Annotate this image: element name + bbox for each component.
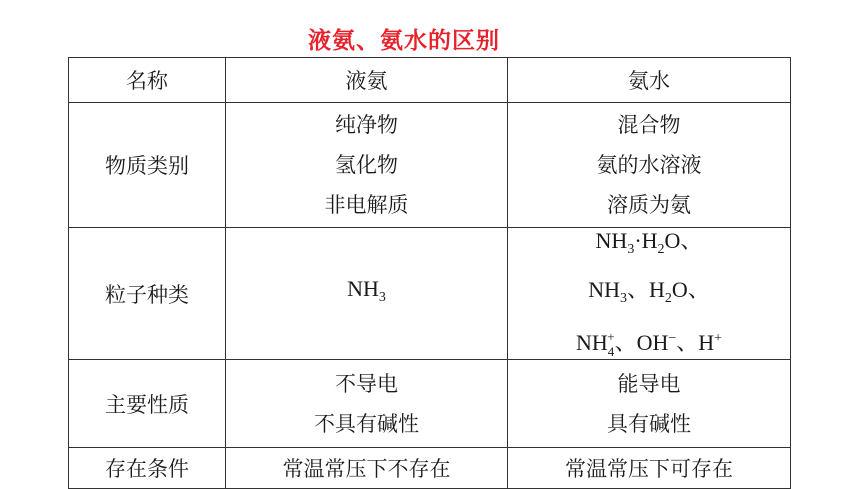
cell-ammonia-water [508,228,791,360]
cell-line: 不具有碱性 [314,411,419,436]
table-row [69,448,791,489]
formula-nh3-and-h2o: $NH_3$、$H_2O$、 [588,277,710,306]
formula-nh3: $NH_3$ [347,276,386,305]
cell-line: 混合物 [617,113,681,137]
cell-ammonia-water [508,360,791,448]
cell-line: 不导电 [335,371,398,396]
cell-liquid-ammonia [226,103,508,228]
cell-ammonia-water [508,103,791,228]
table-row [69,228,791,360]
header-cell-name: 名称 [69,58,226,103]
formula-nh3-h2o: $NH_3\cdot H_2O$、 [595,228,703,257]
cell-liquid-ammonia [226,228,508,360]
table-header-row [69,58,791,103]
cell-line: 非电解质 [324,193,409,217]
cell-line: 溶质为氨 [607,193,691,217]
row-label: 存在条件 [69,448,226,489]
header-cell-ammonia-water: 氨水 [508,58,791,103]
cell-line: 具有碱性 [607,411,691,436]
cell-liquid-ammonia [226,360,508,448]
page-title: 液氨、氨水的区别 [308,28,500,54]
header-cell-liquid-ammonia: 液氨 [226,58,508,103]
cell-line: 氨的水溶液 [596,153,702,177]
table-row [69,360,791,448]
row-label: 物质类别 [69,103,226,228]
row-label: 主要性质 [69,360,226,448]
cell-line: 纯净物 [335,113,398,137]
row-label: 粒子种类 [69,228,226,360]
comparison-table [68,57,791,489]
table-row [69,103,791,228]
formula-ions: $NH_4^+$、OH−、H+ [575,329,723,359]
cell-liquid-ammonia: 常温常压下不存在 [226,448,508,489]
cell-ammonia-water: 常温常压下可存在 [508,448,791,489]
cell-line: 能导电 [617,371,681,396]
cell-line: 氢化物 [335,153,398,177]
